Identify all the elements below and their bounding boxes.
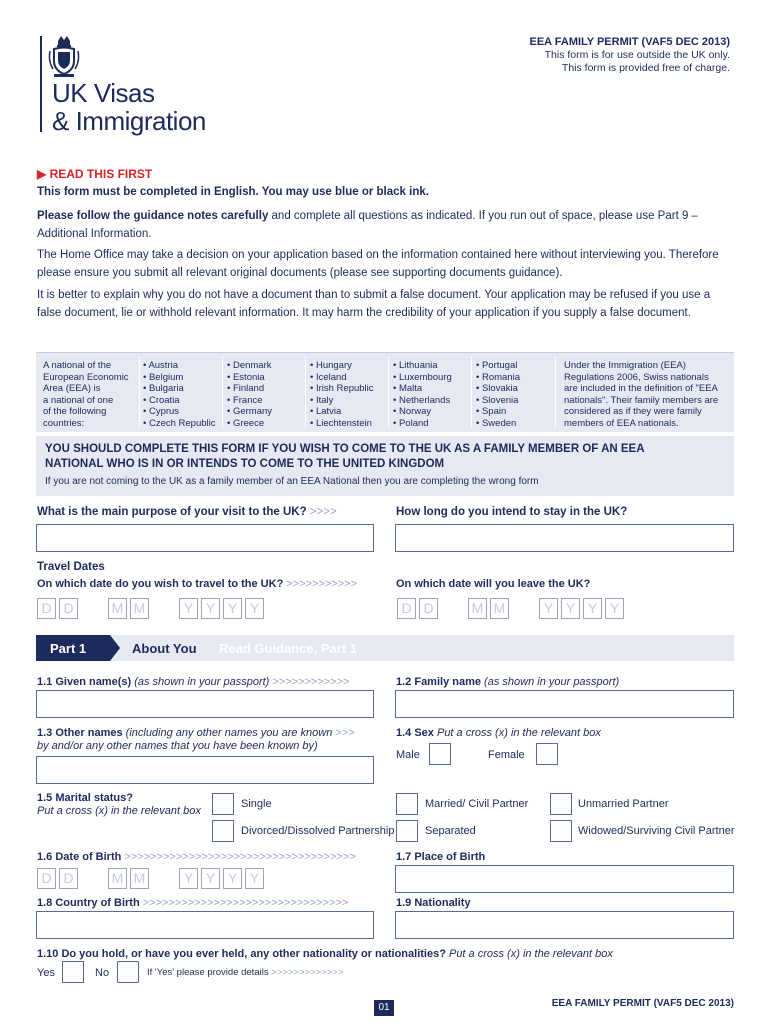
- stay-question: How long do you intend to stay in the UK?: [396, 506, 628, 518]
- q1-10-label: 1.10 Do you hold, or have you ever held, any other nationality or nationalities? Put a cross (x) in the relevant box: [37, 948, 613, 960]
- date-cell[interactable]: Y: [201, 598, 220, 619]
- date-cell[interactable]: Y: [179, 598, 198, 619]
- form-note-free: This form is provided free of charge.: [561, 62, 730, 74]
- q1-7-label: 1.7 Place of Birth: [396, 851, 486, 863]
- other-nationality-no-checkbox[interactable]: [117, 961, 139, 983]
- date-cell[interactable]: Y: [223, 868, 242, 889]
- eligibility-banner-line2: NATIONAL WHO IS IN OR INTENDS TO COME TO THE UNITED KINGDOM: [45, 458, 445, 470]
- q1-4-label: 1.4 Sex Put a cross (x) in the relevant box: [396, 727, 601, 739]
- page-number: 01: [378, 1002, 390, 1013]
- q1-3-label: 1.3 Other names (including any other names you are known >>> by and/or any other names that you have been known by): [37, 727, 355, 752]
- sex-female-checkbox[interactable]: [536, 743, 558, 765]
- marital-single-checkbox[interactable]: [212, 793, 234, 815]
- q1-2-label: 1.2 Family name (as shown in your passport): [396, 676, 620, 688]
- eea-country-column-5: • Portugal • Romania • Slovakia • Slovenia • Spain • Sweden: [476, 360, 520, 429]
- part1-title: About You: [132, 641, 197, 656]
- date-cell[interactable]: Y: [245, 868, 264, 889]
- purpose-input[interactable]: [36, 524, 374, 552]
- marital-unmarried-label: Unmarried Partner: [578, 798, 669, 810]
- q1-8-label: 1.8 Country of Birth >>>>>>>>>>>>>>>>>>>>>>>>>>>>>>>>: [37, 897, 349, 909]
- date-cell[interactable]: M: [490, 598, 509, 619]
- intro-false-document: It is better to explain why you do not have a document than to submit a false document. Your application may be refused if you use a false document, lie or withhold relevant information. It may harm the credibility of your application if you supply a false document.: [37, 289, 711, 319]
- date-cell[interactable]: Y: [561, 598, 580, 619]
- country-of-birth-input[interactable]: [36, 911, 374, 939]
- sex-male-label: Male: [396, 749, 420, 761]
- date-cell[interactable]: Y: [245, 598, 264, 619]
- brand-bar: [40, 36, 42, 132]
- intro-guidance: [37, 207, 734, 243]
- sex-female-label: Female: [488, 749, 525, 761]
- part1-tab-arrow: [110, 635, 120, 661]
- travel-dates-heading: Travel Dates: [37, 561, 105, 573]
- other-nationality-no-label: No: [95, 967, 110, 979]
- sex-male-checkbox[interactable]: [429, 743, 451, 765]
- leave-date-input[interactable]: [397, 598, 647, 620]
- q1-1-label: 1.1 Given name(s) (as shown in your passport) >>>>>>>>>>>>: [37, 676, 350, 688]
- date-cell[interactable]: Y: [201, 868, 220, 889]
- form-note-outside-uk: This form is for use outside the UK only.: [544, 49, 730, 61]
- eea-country-column-2: • Denmark • Estonia • Finland • France • Germany • Greece: [227, 360, 273, 429]
- date-cell[interactable]: Y: [539, 598, 558, 619]
- date-cell[interactable]: M: [130, 868, 149, 889]
- read-first-heading: [37, 167, 152, 181]
- part1-tab-label: Part 1: [50, 641, 87, 656]
- date-cell[interactable]: D: [37, 598, 56, 619]
- marital-single-label: Single: [241, 798, 272, 810]
- date-cell[interactable]: Y: [605, 598, 624, 619]
- date-cell[interactable]: Y: [179, 868, 198, 889]
- brand-name-line1: UK Visas: [52, 78, 155, 108]
- date-cell[interactable]: D: [59, 598, 78, 619]
- eea-lead-text: A national of the European Economic Area (EEA) is a national of one of the following countries:: [43, 360, 129, 429]
- date-cell[interactable]: D: [37, 868, 56, 889]
- date-cell[interactable]: Y: [583, 598, 602, 619]
- q1-5-label: 1.5 Marital status?: [37, 792, 133, 804]
- stay-input[interactable]: [395, 524, 734, 552]
- travel-date-question: On which date do you wish to travel to the UK? >>>>>>>>>>>: [37, 578, 358, 590]
- brand-name-line2: & Immigration: [52, 106, 206, 136]
- play-arrow-icon: ▶: [37, 167, 47, 181]
- given-names-input[interactable]: [36, 690, 374, 718]
- purpose-question: What is the main purpose of your visit to the UK? >>>>: [37, 506, 337, 518]
- if-yes-details-label: If 'Yes' please provide details >>>>>>>>>>>>>: [147, 967, 344, 978]
- marital-divorced-checkbox[interactable]: [212, 820, 234, 842]
- eea-country-column-3: • Hungary • Iceland • Irish Republic • Italy • Latvia • Liechtenstein: [310, 360, 374, 429]
- form-title: EEA FAMILY PERMIT (VAF5 DEC 2013): [529, 36, 730, 48]
- part1-guidance-link[interactable]: Read Guidance, Part 1: [219, 641, 357, 656]
- date-cell[interactable]: D: [59, 868, 78, 889]
- read-first-label: READ THIS FIRST: [49, 167, 153, 181]
- date-of-birth-input[interactable]: [37, 868, 287, 890]
- marital-separated-checkbox[interactable]: [396, 820, 418, 842]
- intro-guidance-bold: Please follow the guidance notes carefully: [37, 210, 269, 222]
- nationality-input[interactable]: [395, 911, 734, 939]
- date-cell[interactable]: M: [468, 598, 487, 619]
- marital-divorced-label: Divorced/Dissolved Partnership: [241, 825, 395, 837]
- q1-6-label: 1.6 Date of Birth >>>>>>>>>>>>>>>>>>>>>>>>>>>>>>>>>>>>: [37, 851, 356, 863]
- date-cell[interactable]: Y: [223, 598, 242, 619]
- date-cell[interactable]: M: [108, 868, 127, 889]
- family-name-input[interactable]: [395, 690, 734, 718]
- date-cell[interactable]: M: [130, 598, 149, 619]
- eligibility-banner-sub: If you are not coming to the UK as a family member of an EEA National then you are completing the wrong form: [45, 476, 539, 487]
- marital-unmarried-checkbox[interactable]: [550, 793, 572, 815]
- travel-date-input[interactable]: [37, 598, 287, 620]
- swiss-nationals-note: Under the Immigration (EEA) Regulations 2006, Swiss nationals are included in the definition of "EEA nationals". Their family members are considered as if they were family members of EEA nationals.: [564, 360, 719, 429]
- intro-decision: The Home Office may take a decision on your application based on the information contained here without interviewing you. Therefore please ensure you submit all relevant original documents (please see supporting documents guidance).: [37, 249, 719, 279]
- date-cell[interactable]: M: [108, 598, 127, 619]
- date-cell[interactable]: D: [397, 598, 416, 619]
- date-cell[interactable]: D: [419, 598, 438, 619]
- intro-english-ink: This form must be completed in English. You may use blue or black ink.: [37, 186, 429, 198]
- eligibility-banner-line1: YOU SHOULD COMPLETE THIS FORM IF YOU WISH TO COME TO THE UK AS A FAMILY MEMBER OF AN EEA: [45, 443, 645, 455]
- other-nationality-yes-checkbox[interactable]: [62, 961, 84, 983]
- eea-country-column-4: • Lithuania • Luxembourg • Malta • Netherlands • Norway • Poland: [393, 360, 452, 429]
- place-of-birth-input[interactable]: [395, 865, 734, 893]
- marital-married-label: Married/ Civil Partner: [425, 798, 529, 810]
- marital-widowed-label: Widowed/Surviving Civil Partner: [578, 825, 735, 837]
- intro-guidance-rest: and complete all questions as indicated. If you run out of space, please use Part 9 – Additional Information.: [37, 210, 698, 240]
- other-names-input[interactable]: [36, 756, 374, 784]
- royal-crest-icon: [48, 33, 80, 79]
- leave-date-question: On which date will you leave the UK?: [396, 578, 591, 590]
- marital-married-checkbox[interactable]: [396, 793, 418, 815]
- q1-9-label: 1.9 Nationality: [396, 897, 471, 909]
- footer-form-ref: EEA FAMILY PERMIT (VAF5 DEC 2013): [551, 998, 734, 1009]
- eea-country-column-1: • Austria • Belgium • Bulgaria • Croatia • Cyprus • Czech Republic: [143, 360, 216, 429]
- other-nationality-yes-label: Yes: [37, 967, 55, 979]
- q1-5-note: Put a cross (x) in the relevant box: [37, 805, 201, 817]
- marital-separated-label: Separated: [425, 825, 476, 837]
- marital-widowed-checkbox[interactable]: [550, 820, 572, 842]
